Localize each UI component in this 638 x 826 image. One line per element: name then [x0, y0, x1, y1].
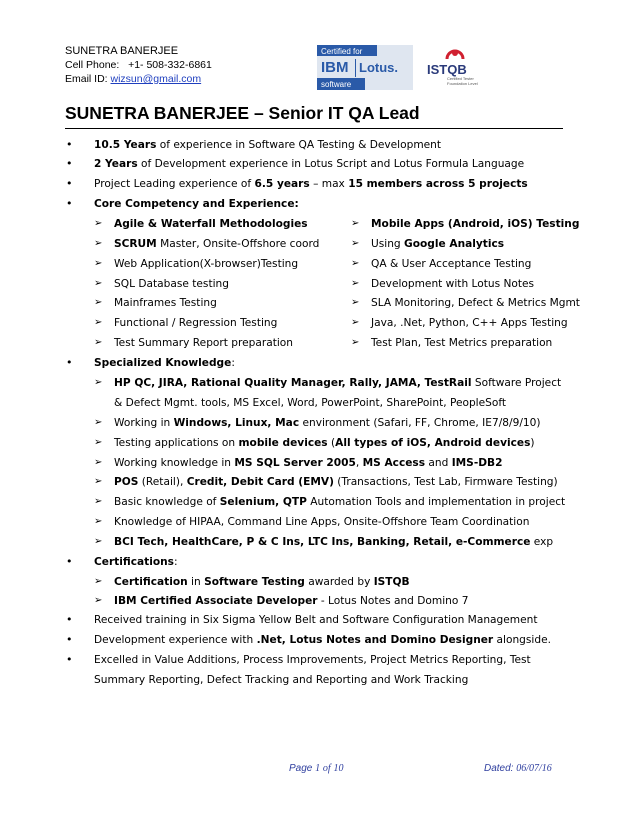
- bullet-dev-experience: 2 Years of Development experience in Lotus Script and Lotus Formula Language: [94, 158, 525, 170]
- arrow-icon: ➢: [351, 218, 360, 229]
- arrow-icon: ➢: [351, 337, 360, 348]
- bullet-icon: •: [66, 356, 73, 369]
- bullet-development: Development experience with .Net, Lotus Notes and Domino Designer alongside.: [94, 634, 551, 646]
- competency-item: Test Plan, Test Metrics preparation: [371, 337, 553, 349]
- arrow-icon: ➢: [94, 496, 103, 507]
- bullet-icon: •: [66, 633, 73, 646]
- arrow-icon: ➢: [94, 218, 103, 229]
- arrow-icon: ➢: [94, 437, 103, 448]
- bullet-excelled: Excelled in Value Additions, Process Improvements, Project Metrics Reporting, Test: [94, 654, 531, 666]
- arrow-icon: ➢: [94, 258, 103, 269]
- competency-item: Web Application(X-browser)Testing: [114, 258, 299, 270]
- title-divider: [65, 128, 563, 129]
- competency-item: SLA Monitoring, Defect & Metrics Mgmt: [371, 297, 580, 309]
- contact-email: Email ID: wizsun@gmail.com: [65, 73, 202, 85]
- bullet-experience: 10.5 Years of experience in Software QA Testing & Development: [94, 139, 442, 151]
- knowledge-item: BCI Tech, HealthCare, P & C Ins, LTC Ins, Banking, Retail, e-Commerce exp: [114, 536, 554, 548]
- core-competency-heading: Core Competency and Experience:: [94, 198, 299, 210]
- resume-title: SUNETRA BANERJEE – Senior IT QA Lead: [65, 103, 420, 123]
- arrow-icon: ➢: [94, 238, 103, 249]
- competency-item: Mobile Apps (Android, iOS) Testing: [371, 218, 580, 230]
- knowledge-item: Basic knowledge of Selenium, QTP Automation Tools and implementation in project: [114, 496, 566, 508]
- bullet-icon: •: [66, 197, 73, 210]
- arrow-icon: ➢: [94, 317, 103, 328]
- certification-item: Certification in Software Testing awarded by ISTQB: [114, 576, 410, 588]
- contact-phone: Cell Phone: +1- 508-332-6861: [65, 59, 212, 71]
- svg-text:Foundation Level: Foundation Level: [447, 81, 478, 86]
- arrow-icon: ➢: [94, 278, 103, 289]
- certification-item: IBM Certified Associate Developer - Lotus Notes and Domino 7: [114, 595, 469, 607]
- bullet-icon: •: [66, 653, 73, 666]
- arrow-icon: ➢: [94, 457, 103, 468]
- knowledge-item: Working knowledge in MS SQL Server 2005, MS Access and IMS-DB2: [114, 457, 503, 469]
- bullet-excelled-cont: Summary Reporting, Defect Tracking and Reporting and Work Tracking: [94, 674, 469, 686]
- arrow-icon: ➢: [94, 297, 103, 308]
- competency-item: Agile & Waterfall Methodologies: [114, 218, 308, 230]
- arrow-icon: ➢: [351, 238, 360, 249]
- specialized-heading: Specialized Knowledge:: [94, 357, 235, 369]
- bullet-icon: •: [66, 138, 73, 151]
- istqb-logo: [425, 47, 483, 89]
- ibm-lotus-certified-logo: [317, 45, 413, 90]
- competency-item: Functional / Regression Testing: [114, 317, 278, 329]
- competency-item: SQL Database testing: [114, 278, 229, 290]
- bullet-icon: •: [66, 555, 73, 568]
- arrow-icon: ➢: [351, 258, 360, 269]
- document-date: Dated: 06/07/16: [484, 763, 552, 774]
- arrow-icon: ➢: [351, 278, 360, 289]
- arrow-icon: ➢: [94, 417, 103, 428]
- arrow-icon: ➢: [351, 297, 360, 308]
- knowledge-item: Working in Windows, Linux, Mac environment (Safari, FF, Chrome, IE7/8/9/10): [114, 417, 541, 429]
- arrow-icon: ➢: [94, 576, 103, 587]
- competency-item: Mainframes Testing: [114, 297, 217, 309]
- bullet-icon: •: [66, 613, 73, 626]
- contact-block: [65, 44, 212, 86]
- svg-text:Certified for: Certified for: [321, 47, 363, 56]
- knowledge-item: POS (Retail), Credit, Debit Card (EMV) (Transactions, Test Lab, Firmware Testing): [114, 476, 558, 488]
- arrow-icon: ➢: [351, 317, 360, 328]
- knowledge-item: Testing applications on mobile devices (All types of iOS, Android devices): [114, 437, 535, 449]
- bullet-icon: •: [66, 157, 73, 170]
- certifications-heading: Certifications:: [94, 556, 178, 568]
- competency-item: QA & User Acceptance Testing: [371, 258, 532, 270]
- svg-text:ISTQB: ISTQB: [427, 62, 467, 77]
- page-number: Page 1 of 10: [289, 763, 344, 774]
- svg-text:Lotus.: Lotus.: [359, 60, 398, 75]
- arrow-icon: ➢: [94, 595, 103, 606]
- knowledge-item: HP QC, JIRA, Rational Quality Manager, Rally, JAMA, TestRail Software Project: [114, 377, 562, 389]
- arrow-icon: ➢: [94, 516, 103, 527]
- arrow-icon: ➢: [94, 476, 103, 487]
- svg-text:software: software: [321, 80, 352, 89]
- contact-name: SUNETRA BANERJEE: [65, 45, 179, 57]
- arrow-icon: ➢: [94, 536, 103, 547]
- bullet-training: Received training in Six Sigma Yellow Belt and Software Configuration Management: [94, 614, 538, 626]
- competency-item: Using Google Analytics: [371, 238, 505, 250]
- svg-text:IBM: IBM: [321, 59, 349, 76]
- knowledge-item: Knowledge of HIPAA, Command Line Apps, Onsite-Offshore Team Coordination: [114, 516, 530, 528]
- competency-item: Java, .Net, Python, C++ Apps Testing: [371, 317, 568, 329]
- email-link[interactable]: wizsun@gmail.com: [110, 73, 202, 85]
- competency-item: SCRUM Master, Onsite-Offshore coord: [114, 238, 320, 250]
- bullet-icon: •: [66, 177, 73, 190]
- arrow-icon: ➢: [94, 377, 103, 388]
- knowledge-item-cont: & Defect Mgmt. tools, MS Excel, Word, PowerPoint, SharePoint, PeopleSoft: [114, 397, 507, 409]
- competency-item: Development with Lotus Notes: [371, 278, 535, 290]
- bullet-leading: Project Leading experience of 6.5 years – max 15 members across 5 projects: [94, 178, 528, 190]
- arrow-icon: ➢: [94, 337, 103, 348]
- svg-text:Certified Tester: Certified Tester: [447, 76, 474, 81]
- competency-item: Test Summary Report preparation: [114, 337, 293, 349]
